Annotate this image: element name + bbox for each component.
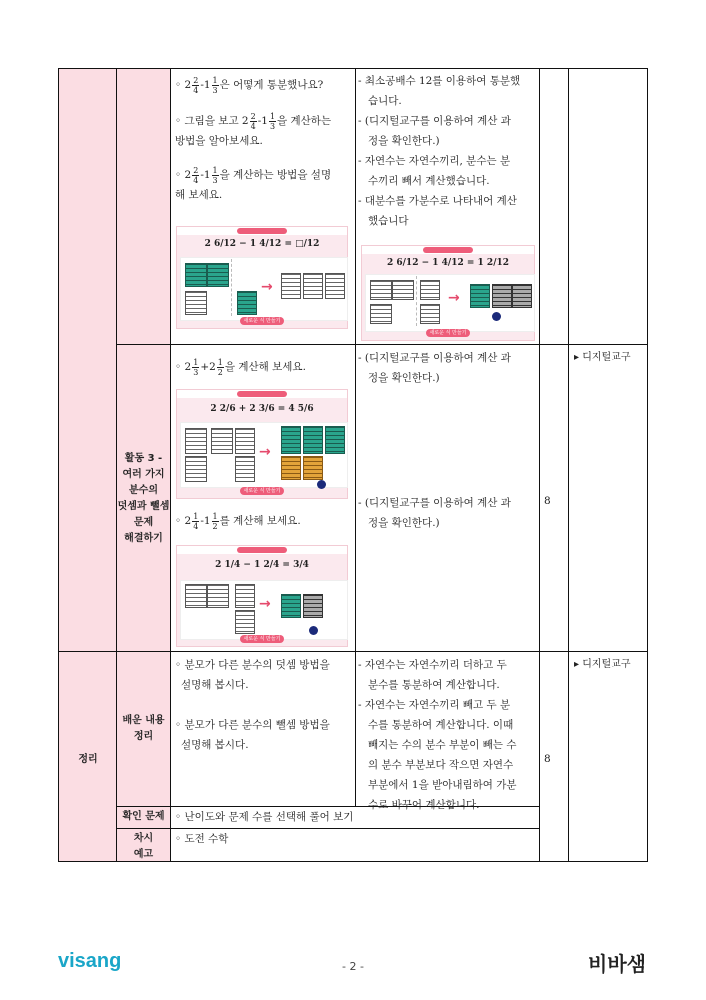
summary-time: 8 <box>544 753 551 765</box>
learned-summary-label: 배운 내용 정리 <box>122 715 165 742</box>
next-lesson-label: 차시 예고 <box>133 833 154 860</box>
row2-material-note: ▸ 디지털교구 <box>574 352 631 363</box>
row2-question-1: ◦ 2 $\frac{1}{3}$ +2 $\frac{1}{2}$ 을 계산해 보세요. <box>175 357 306 377</box>
digital-tool-screenshot-4: 2 1/4 − 1 2/4 = 3/4 → 새로운 식 만들기 <box>176 545 348 647</box>
next-lesson-text: ◦ 도전 수학 <box>175 833 229 845</box>
stage-label: 정리 <box>78 754 98 765</box>
visang-logo: visang <box>58 950 122 972</box>
check-problem-label: 확인 문제 <box>122 811 165 822</box>
row1-question-2: ◦ 그림을 보고 2 $\frac{2}{4}$ -1 $\frac{1}{3}$ 을 계산하는 방법을 알아보세요. <box>175 111 332 147</box>
row2-time: 8 <box>544 495 551 507</box>
summary-answers: - 자연수는 자연수끼리 더하고 두 분수를 통분하여 계산합니다. - 자연수는 자연수끼리 빼고 두 분 수를 통분하여 계산합니다. 이때 빼지는 수의 분수 부분이 빼는 수 의 분수 부분보다 작으면 자연수 부분에서 1을 받아내림하여 가분 수로 바꾸어 계산합니다. <box>358 659 517 811</box>
lesson-table <box>58 68 648 862</box>
summary-item-1: ◦ 분모가 다른 분수의 덧셈 방법을 설명해 봅시다. <box>175 659 330 691</box>
check-problem-text: ◦ 난이도와 문제 수를 선택해 풀어 보기 <box>175 811 354 823</box>
summary-material-note: ▸ 디지털교구 <box>574 659 631 670</box>
page-number: - 2 - <box>342 960 364 973</box>
row2-answer-2: - (디지털교구를 이용하여 계산 과 정을 확인한다.) <box>358 497 511 529</box>
activity-3-label: 활동 3 - 여러 가지 분수의 덧셈과 뺄셈 문제 해결하기 <box>117 453 170 544</box>
stage-column <box>59 69 117 861</box>
digital-tool-screenshot-2: 2 6/12 − 1 4/12 = 1 2/12 → 새로운 식 만들기 <box>361 245 535 341</box>
row2-answer-1: - (디지털교구를 이용하여 계산 과 정을 확인한다.) <box>358 352 511 384</box>
vivasam-logo: 비바샘 <box>588 952 646 976</box>
row2-question-2: ◦ 2 $\frac{1}{4}$ -1 $\frac{1}{2}$ 를 계산해 보세요. <box>175 511 301 531</box>
digital-tool-screenshot-1: 2 6/12 − 1 4/12 = □/12 → 새로운 식 만들기 <box>176 226 348 329</box>
row1-question-3: ◦ 2 $\frac{2}{4}$ -1 $\frac{1}{3}$ 을 계산하는 방법을 설명 해 보세요. <box>175 165 332 201</box>
digital-tool-screenshot-3: 2 2/6 + 2 3/6 = 4 5/6 → 새로운 식 만들기 <box>176 389 348 499</box>
row1-question-1: ◦ 2 $\frac{2}{4}$ -1 $\frac{1}{3}$ 은 어떻게 통분했나요? <box>175 75 324 95</box>
summary-item-2: ◦ 분모가 다른 분수의 뺄셈 방법을 설명해 봅시다. <box>175 719 330 751</box>
row1-answers: - 최소공배수 12를 이용하여 통분했 습니다. - (디지털교구를 이용하여 계산 과 정을 확인한다.) - 자연수는 자연수끼리, 분수는 분 수끼리 빼서 계산했습니다. - 대분수를 가분수로 나타내어 계산 했습니다 <box>358 75 521 227</box>
